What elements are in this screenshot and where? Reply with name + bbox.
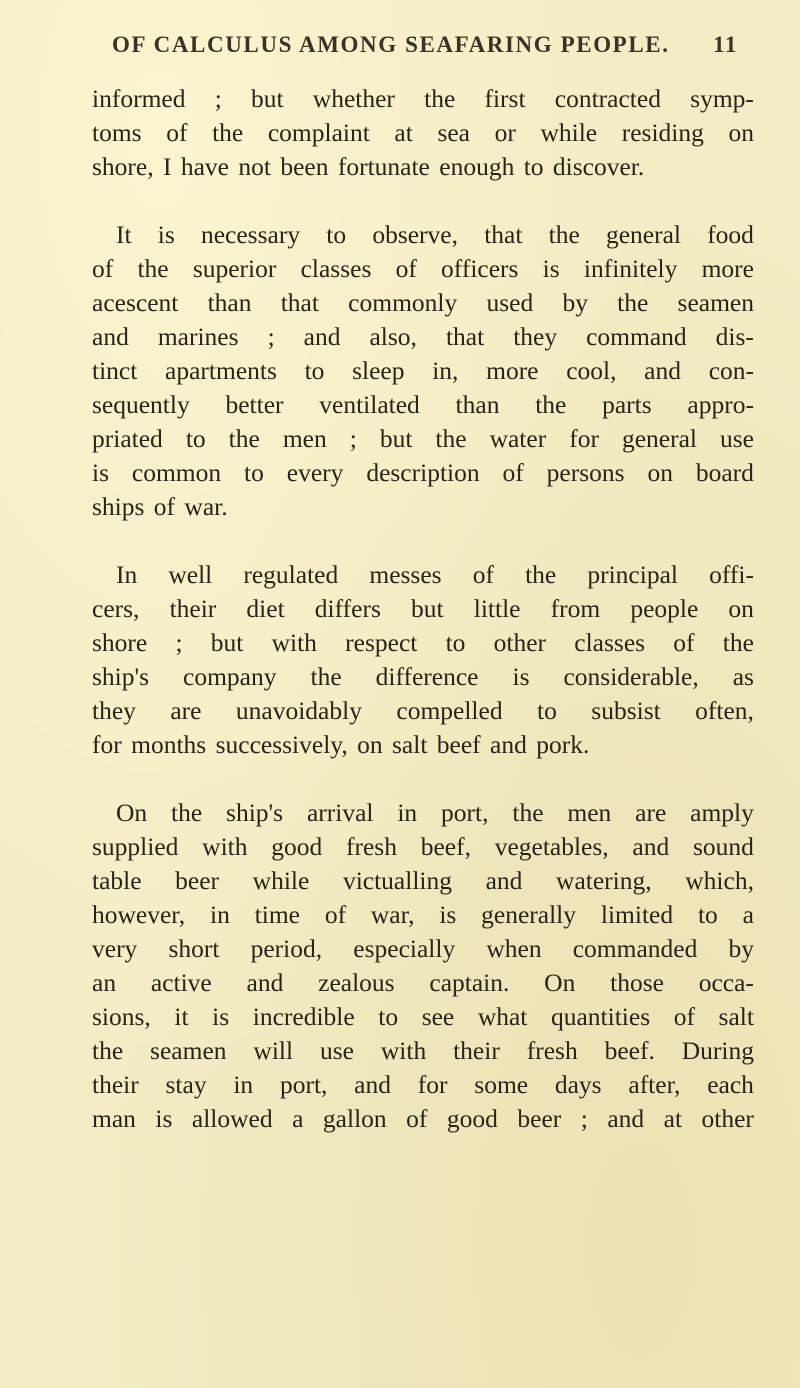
running-head-title: OF CALCULUS AMONG SEAFARING PEOPLE.: [112, 32, 670, 57]
text-line: It is necessary to observe, that the general food: [116, 220, 754, 249]
running-head: [112, 32, 738, 66]
text-line: and marines ; and also, that they command dis-: [92, 322, 754, 351]
text-line: acescent than that commonly used by the seamen: [92, 288, 754, 317]
text-line: ships of war.: [92, 492, 228, 521]
text-line: their stay in port, and for some days after, each: [92, 1070, 754, 1099]
text-line: sequently better ventilated than the parts appro-: [92, 390, 754, 419]
text-line: On the ship's arrival in port, the men are amply: [116, 798, 754, 827]
paragraph: [92, 82, 754, 184]
text-line: they are unavoidably compelled to subsist often,: [92, 696, 754, 725]
body-text: [92, 82, 754, 1136]
text-line: an active and zealous captain. On those occa-: [92, 968, 754, 997]
paragraph: [92, 796, 754, 1136]
text-line: is common to every description of persons on board: [92, 458, 754, 487]
text-line: the seamen will use with their fresh beef. During: [92, 1036, 754, 1065]
text-line: informed ; but whether the first contracted symp-: [92, 84, 754, 113]
text-line: of the superior classes of officers is infinitely more: [92, 254, 754, 283]
text-line: priated to the men ; but the water for general use: [92, 424, 754, 453]
text-line: shore ; but with respect to other classes of the: [92, 628, 754, 657]
paragraph: [92, 218, 754, 524]
paragraph: [92, 558, 754, 762]
text-line: very short period, especially when commanded by: [92, 934, 754, 963]
page-number: 11: [713, 32, 738, 57]
text-line: table beer while victualling and watering, which,: [92, 866, 754, 895]
text-line: shore, I have not been fortunate enough to discover.: [92, 152, 645, 181]
text-line: In well regulated messes of the principal offi-: [116, 560, 754, 589]
text-line: cers, their diet differs but little from people on: [92, 594, 754, 623]
text-line: supplied with good fresh beef, vegetables, and sound: [92, 832, 754, 861]
text-line: tinct apartments to sleep in, more cool, and con-: [92, 356, 754, 385]
text-line: for months successively, on salt beef and pork.: [92, 730, 590, 759]
text-line: toms of the complaint at sea or while residing on: [92, 118, 754, 147]
text-line: however, in time of war, is generally limited to a: [92, 900, 754, 929]
text-line: man is allowed a gallon of good beer ; and at other: [92, 1104, 754, 1133]
text-line: sions, it is incredible to see what quantities of salt: [92, 1002, 754, 1031]
text-line: ship's company the difference is considerable, as: [92, 662, 754, 691]
